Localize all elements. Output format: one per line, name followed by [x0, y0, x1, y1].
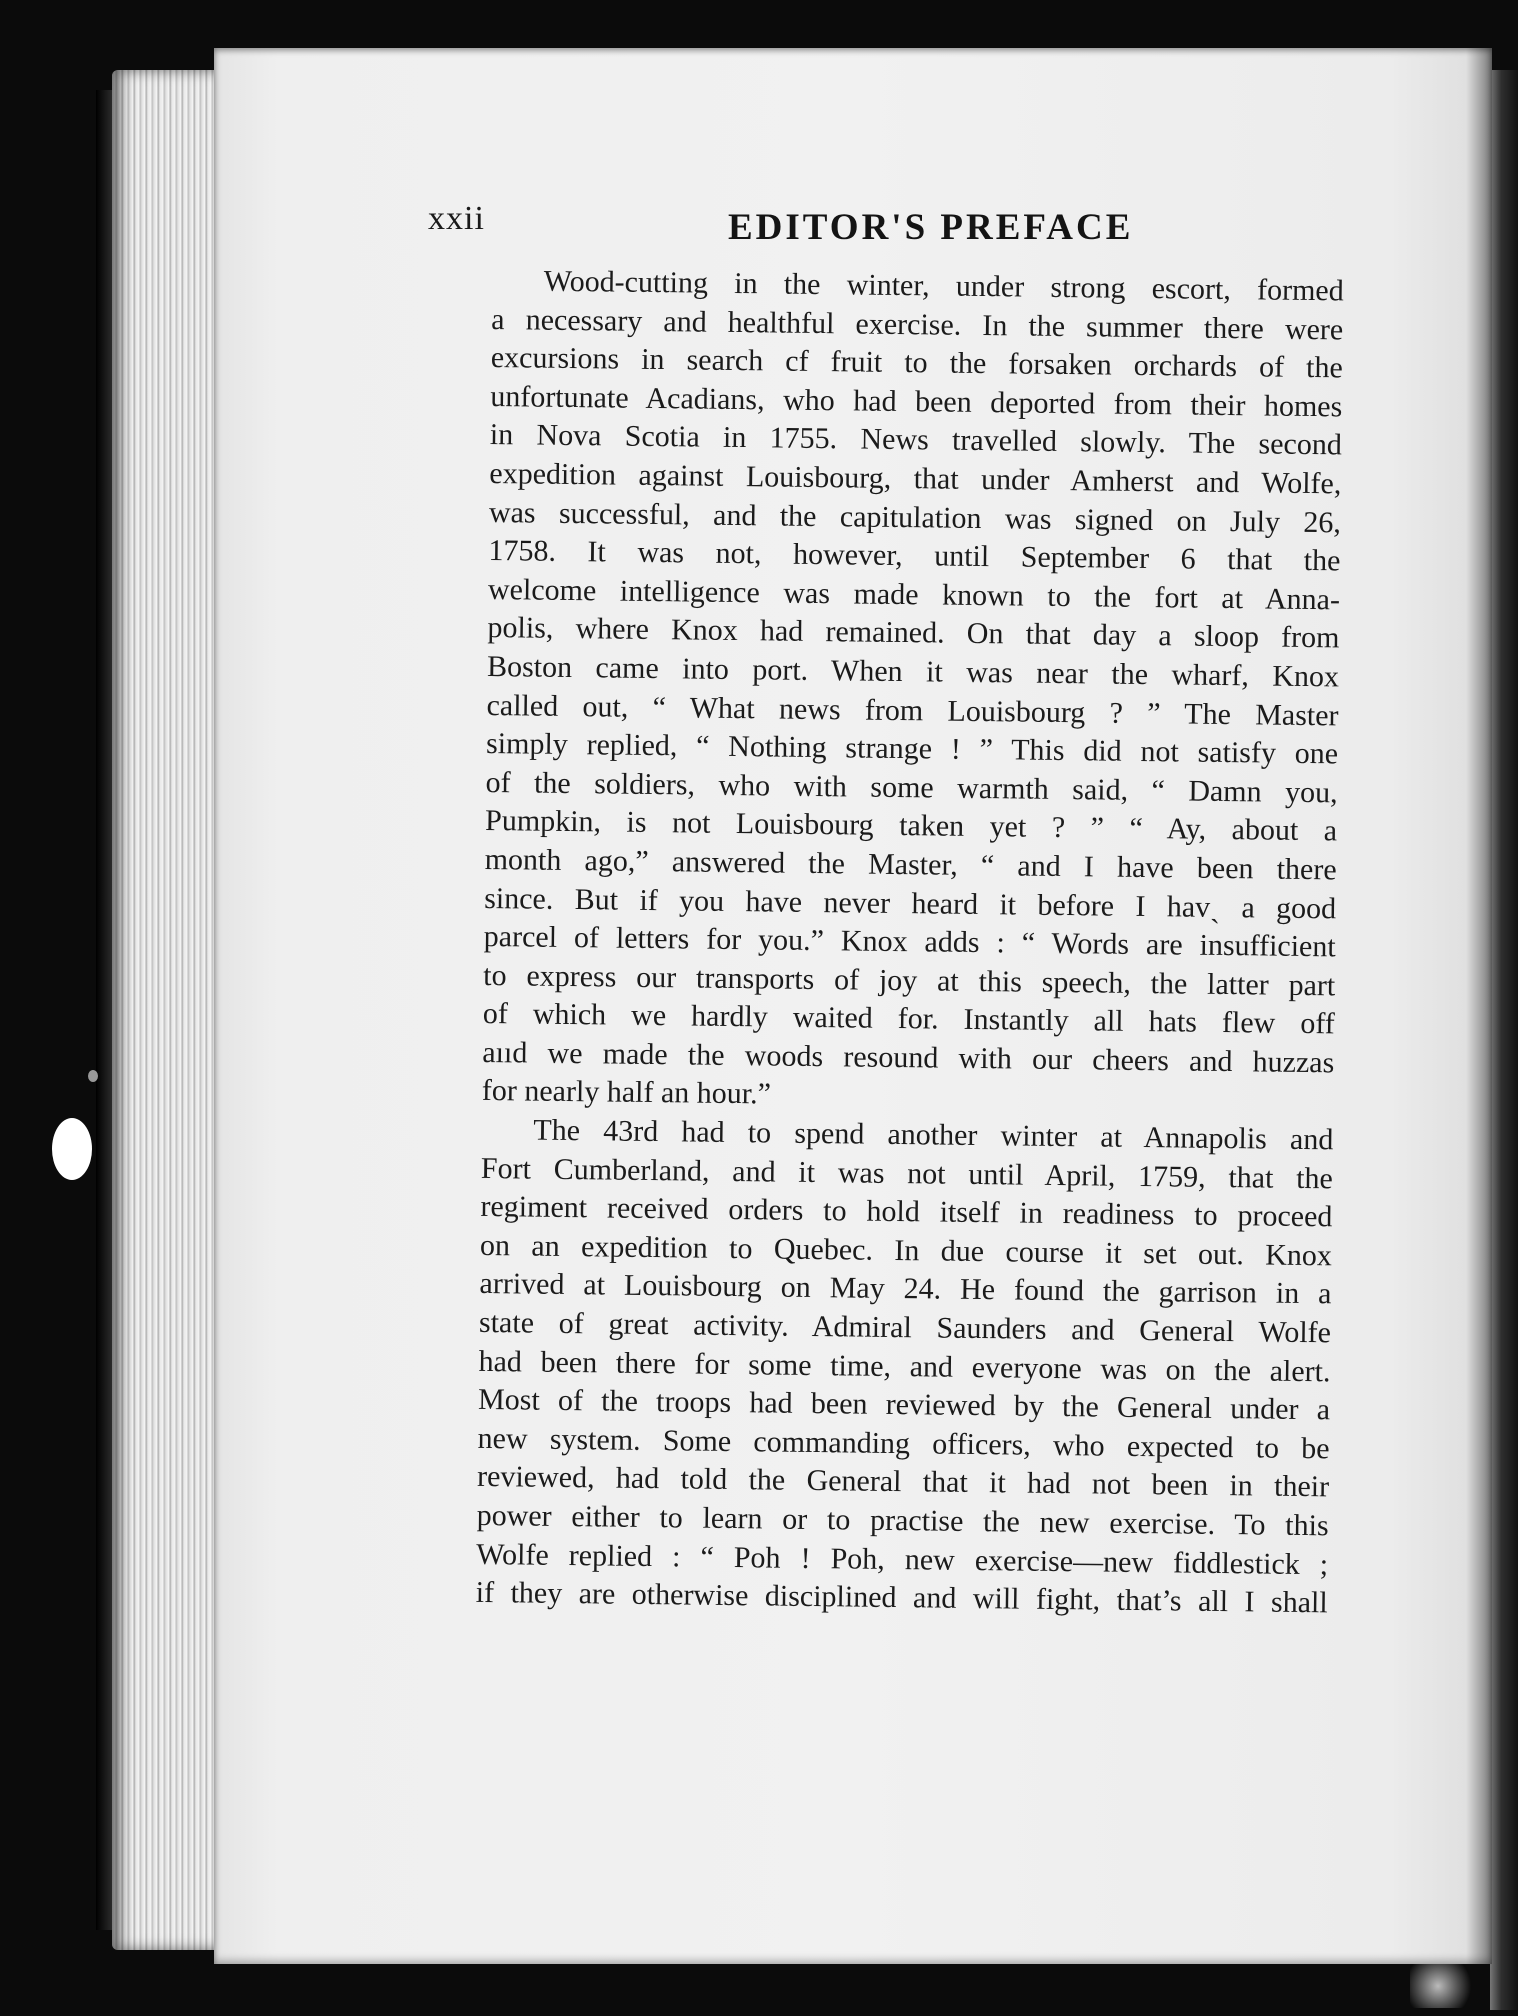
- text-line: The 43rd had to spend another winter at Annapolis and: [533, 1113, 1334, 1157]
- scan-edge-strip: [1490, 70, 1518, 2010]
- text-line: unfortunate Acadians, who had been deported from their homes: [490, 379, 1343, 424]
- scan-artifact: [1410, 1964, 1480, 2008]
- text-line: regiment received orders to hold itself in readiness to proceed: [480, 1190, 1333, 1234]
- paragraph-1: [482, 262, 1344, 1121]
- text-line: Fort Cumberland, and it was not until April, 1759, that the: [480, 1151, 1334, 1195]
- text-line: 1758. It was not, however, until September 6 that the: [488, 534, 1341, 578]
- text-line: of the soldiers, who with some warmth said, “ Damn you,: [485, 765, 1338, 810]
- text-line: state of great activity. Admiral Saunders and General Wolfe: [478, 1305, 1332, 1350]
- text-line: Wood-cutting in the winter, under strong escort, formed: [543, 264, 1344, 308]
- text-line: of which we hardly waited for. Instantly all hats flew off: [482, 997, 1335, 1041]
- text-line: simply replied, “ Nothing strange ! ” This did not satisfy one: [485, 727, 1339, 771]
- text-line: aııd we made the woods resound with our cheers and huzzas: [482, 1035, 1335, 1080]
- text-line: called out, “ What news from Louisbourg ? ” The Master: [486, 688, 1339, 732]
- text-line: new system. Some commanding officers, who expected to be: [477, 1421, 1330, 1466]
- text-line: on an expedition to Quebec. In due course it set out. Knox: [479, 1228, 1333, 1273]
- text-line: to express our transports of joy at this speech, the latter part: [483, 958, 1336, 1003]
- text-line: excursions in search cf fruit to the forsaken orchards of the: [490, 341, 1343, 385]
- text-line: for nearly half an hour.”: [481, 1074, 772, 1111]
- page-number: xxii: [428, 200, 485, 237]
- text-line: if they are otherwise disciplined and will fight, that’s all I shall: [475, 1576, 1328, 1620]
- paragraph-2: [475, 1111, 1333, 1623]
- text-line: was successful, and the capitulation was signed on July 26,: [488, 495, 1342, 539]
- scan-speck: [88, 1070, 98, 1082]
- page-stack-edges: [112, 70, 222, 1950]
- body-text: [475, 262, 1343, 1623]
- text-line: Most of the troops had been reviewed by the General under a: [477, 1383, 1331, 1427]
- scan-speck: [52, 1118, 92, 1180]
- text-line: expedition against Louisbourg, that under Amherst and Wolfe,: [489, 456, 1342, 501]
- text-line: parcel of letters for you.” Knox adds : “ Words are insufficient: [483, 920, 1336, 964]
- text-line: power either to learn or to practise the new exercise. To this: [476, 1498, 1329, 1543]
- text-line: arrived at Louisbourg on May 24. He found the garrison in a: [479, 1267, 1332, 1311]
- text-line: had been there for some time, and everyone was on the alert.: [478, 1344, 1331, 1388]
- text-line: Boston came into port. When it was near the wharf, Knox: [486, 649, 1340, 694]
- text-line: polis, where Knox had remained. On that day a sloop from: [487, 611, 1340, 655]
- text-line: Pumpkin, is not Louisbourg taken yet ? ” “ Ay, about a: [484, 804, 1338, 848]
- running-head: EDITOR'S PREFACE: [728, 207, 1134, 248]
- text-line: in Nova Scotia in 1755. News travelled slowly. The second: [489, 418, 1343, 462]
- text-line: reviewed, had told the General that it had not been in their: [476, 1460, 1330, 1504]
- text-line: since. But if you have never heard it before I havˏ a good: [484, 881, 1337, 925]
- text-line: Wolfe replied : “ Poh ! Poh, new exercise—new fiddlestick ;: [476, 1537, 1329, 1581]
- text-line: welcome intelligence was made known to the fort at Anna-: [487, 572, 1341, 617]
- text-line: month ago,” answered the Master, “ and I have been there: [484, 842, 1337, 887]
- text-line: a necessary and healthful exercise. In the summer there were: [491, 302, 1344, 346]
